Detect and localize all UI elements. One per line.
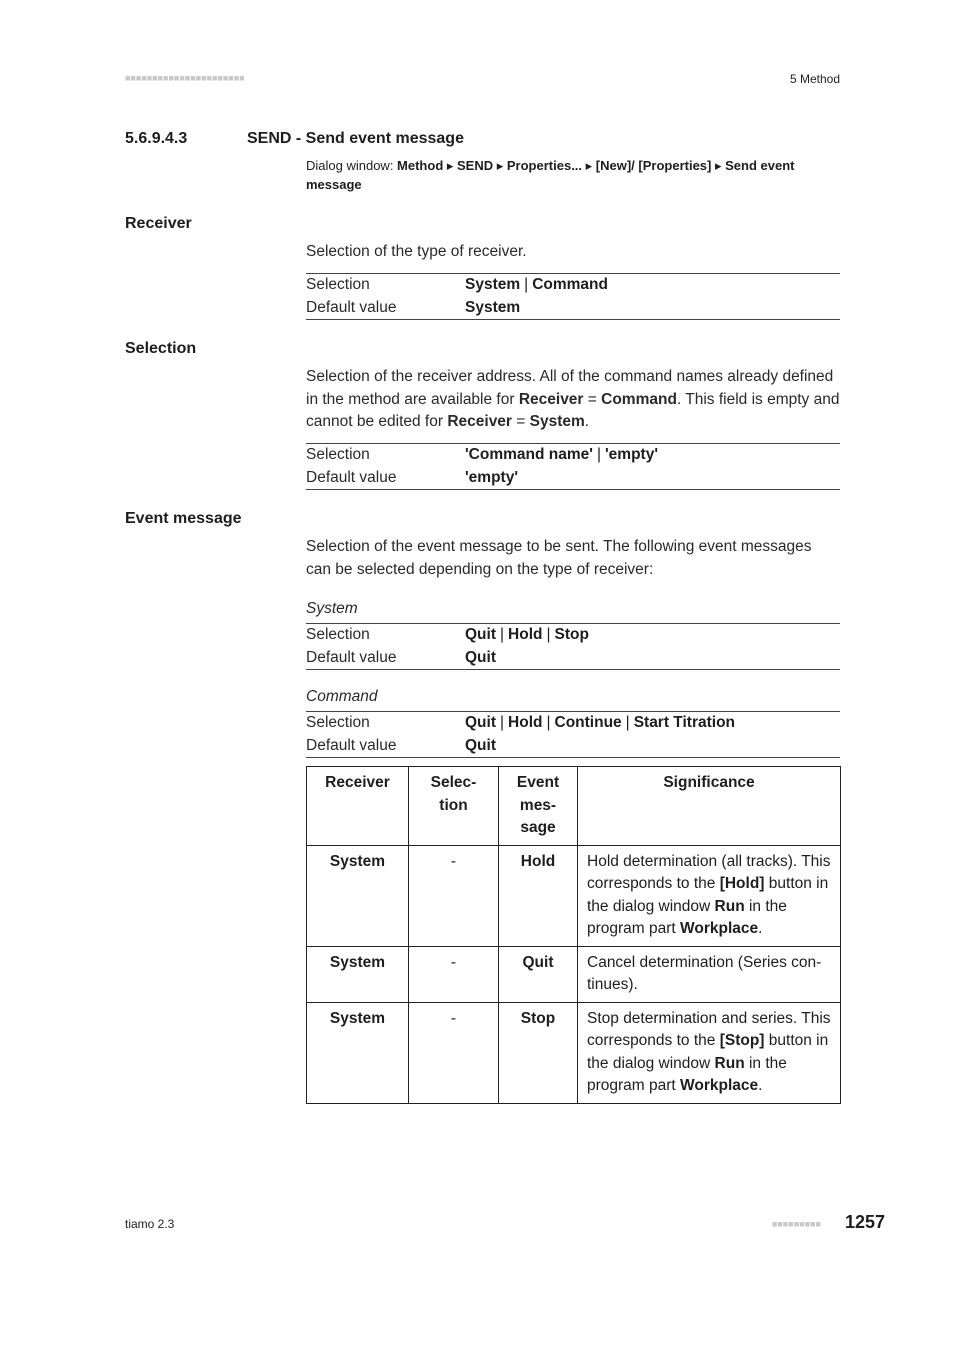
- kv-value: [465, 647, 496, 670]
- kv-key: Selection: [306, 714, 370, 731]
- value-option: Command: [532, 276, 608, 293]
- kv-row: [306, 712, 840, 735]
- text-run: in the program part: [587, 897, 787, 937]
- chapter-label: 5 Method: [789, 72, 840, 86]
- text-run: in the program part: [587, 1054, 787, 1094]
- value-separator: |: [596, 446, 601, 463]
- value-option: Quit: [465, 648, 496, 666]
- kv-value: [465, 274, 608, 297]
- text-run: =: [583, 390, 602, 408]
- row-receiver: System: [307, 946, 409, 1002]
- table-row: [307, 946, 841, 1002]
- kv-key: Selection: [306, 626, 370, 643]
- row-event: Quit: [499, 946, 578, 1002]
- selection-description: [306, 366, 840, 434]
- kv-value: [465, 712, 735, 735]
- kv-key: Default value: [306, 736, 397, 754]
- footer-product: tiamo 2.3: [125, 1217, 175, 1231]
- page-number: 1257: [845, 1212, 886, 1232]
- text-run: button in the dialog window: [587, 1032, 829, 1072]
- value-option: Hold: [508, 714, 543, 731]
- receiver-values-table: [306, 273, 840, 320]
- text-run: Hold determination (all tracks). This corresponds to the: [587, 852, 831, 892]
- section-title: SEND - Send event message: [247, 130, 464, 147]
- header-decoration: ■■■■■■■■■■■■■■■■■■■■■■: [125, 73, 245, 83]
- dialog-path-arrow: ▸: [582, 158, 596, 173]
- text-run: =: [511, 413, 530, 430]
- event-message-description: Selection of the event message to be sent. The following event messages can be selected depending on the type of receiver:: [306, 538, 812, 578]
- row-significance: [578, 1002, 841, 1103]
- event-table-wrapper: [306, 766, 841, 1104]
- value-option: Start Titration: [633, 714, 736, 731]
- receiver-description: Selection of the type of receiver.: [306, 243, 527, 260]
- system-values-table: [306, 623, 840, 670]
- kv-value: [465, 297, 520, 320]
- value-separator: |: [625, 714, 630, 731]
- dialog-path: [306, 156, 840, 194]
- text-run: .: [758, 920, 763, 937]
- value-option: Quit: [465, 714, 496, 731]
- value-option: 'empty': [604, 446, 659, 463]
- value-option: Quit: [465, 626, 496, 643]
- value-separator: |: [500, 714, 505, 731]
- value-option: Hold: [508, 626, 543, 643]
- kv-row: [306, 297, 840, 320]
- header-receiver: Receiver: [307, 767, 409, 846]
- footer-decoration: ■■■■■■■■■: [772, 1219, 821, 1229]
- kv-key: Selection: [306, 276, 370, 293]
- row-significance: [578, 845, 841, 946]
- dialog-path-arrow: ▸: [443, 158, 458, 173]
- kv-key: Default value: [306, 648, 397, 666]
- bold-term: System: [529, 413, 585, 430]
- bold-term: [Hold]: [719, 875, 765, 892]
- table-row: [307, 845, 841, 946]
- value-option: 'Command name': [465, 446, 593, 463]
- kv-key: Default value: [306, 298, 397, 316]
- command-label: Command: [306, 688, 378, 705]
- value-option: Continue: [554, 714, 622, 731]
- row-selection: -: [409, 1002, 499, 1103]
- kv-row: [306, 444, 840, 467]
- bold-term: Command: [601, 390, 677, 408]
- text-run: .: [758, 1077, 763, 1094]
- dialog-path-item: SEND: [457, 158, 494, 173]
- row-receiver: System: [307, 1002, 409, 1103]
- bold-term: Receiver: [447, 413, 512, 430]
- value-option: 'empty': [465, 468, 519, 486]
- bold-term: Run: [714, 1054, 745, 1072]
- kv-key: Selection: [306, 446, 370, 463]
- kv-row: [306, 647, 840, 670]
- section-number: 5.6.9.4.3: [125, 130, 188, 147]
- value-option: Stop: [554, 626, 589, 643]
- value-option: System: [465, 276, 521, 293]
- selection-heading: Selection: [125, 340, 197, 357]
- kv-value: [465, 624, 589, 647]
- table-header-row: [307, 767, 841, 846]
- text-run: button in the dialog window: [587, 875, 829, 915]
- selection-values-table: [306, 443, 840, 490]
- dialog-path-item: Properties...: [506, 158, 583, 173]
- header-event-message: Event mes- sage: [499, 767, 578, 846]
- receiver-heading: Receiver: [125, 215, 192, 232]
- system-label: System: [306, 600, 358, 617]
- dialog-path-item: Send event message: [306, 158, 795, 192]
- event-significance-table: [306, 766, 841, 1104]
- table-row: [307, 1002, 841, 1103]
- dialog-path-arrow: ▸: [711, 158, 726, 173]
- value-separator: |: [546, 626, 551, 643]
- dialog-prefix: Dialog window:: [306, 158, 398, 173]
- row-event: Stop: [499, 1002, 578, 1103]
- text-run: . This field is empty and cannot be edited for: [306, 390, 840, 430]
- value-separator: |: [500, 626, 505, 643]
- bold-term: Receiver: [518, 390, 584, 408]
- value-separator: |: [546, 714, 551, 731]
- command-values-table: [306, 711, 840, 758]
- row-selection: -: [409, 845, 499, 946]
- value-separator: |: [524, 276, 529, 293]
- bold-term: Run: [714, 897, 745, 915]
- value-option: System: [465, 298, 521, 316]
- dialog-path-item: [New]/ [Properties]: [595, 158, 712, 173]
- row-significance: [578, 946, 841, 1002]
- kv-row: [306, 467, 840, 490]
- bold-term: Workplace: [680, 920, 759, 937]
- text-run: Stop determination and series. This corresponds to the: [587, 1009, 831, 1049]
- bold-term: Workplace: [680, 1077, 759, 1094]
- row-receiver: System: [307, 845, 409, 946]
- kv-value: [465, 467, 518, 490]
- header-significance: Significance: [578, 767, 841, 846]
- row-event: Hold: [499, 845, 578, 946]
- kv-row: [306, 624, 840, 647]
- value-option: Quit: [465, 736, 496, 754]
- dialog-path-arrow: ▸: [493, 158, 507, 173]
- dialog-path-item: Method: [397, 158, 444, 173]
- header-selection: Selec- tion: [409, 767, 499, 846]
- bold-term: [Stop]: [719, 1032, 765, 1049]
- kv-row: [306, 735, 840, 758]
- kv-key: Default value: [306, 468, 397, 486]
- kv-value: [465, 735, 496, 758]
- event-message-heading: Event message: [125, 510, 242, 527]
- text-run: Cancel determination (Series con-tinues).: [587, 953, 822, 993]
- row-selection: -: [409, 946, 499, 1002]
- kv-value: [465, 444, 658, 467]
- text-run: Selection of the receiver address. All of the command names already defined in the method are available for: [306, 368, 834, 408]
- text-run: .: [584, 413, 590, 430]
- kv-row: [306, 274, 840, 297]
